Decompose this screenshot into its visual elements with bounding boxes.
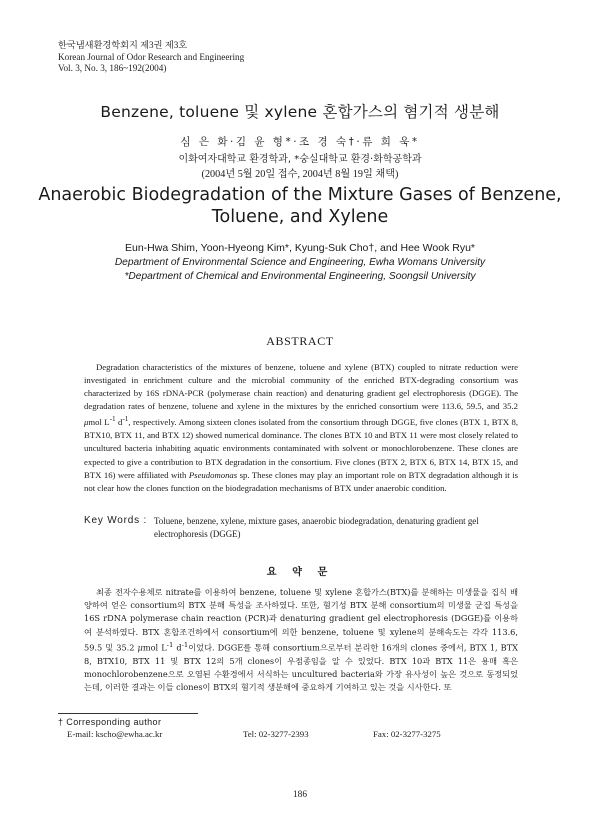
unit-exponent: -1 bbox=[166, 640, 174, 649]
abstract-body bbox=[84, 361, 518, 495]
keywords-label: Key Words : bbox=[84, 515, 148, 526]
summary-text-part-2: 이었다. DGGE를 통해 consortium으로부터 분리한 16개의 clones 중에서, BTX 1, BTX 8, BTX10, BTX 11 및 BTX 12의 5개 clones이 우점종임을 알 수 있었다. BTX 10과 BTX 11은 용매 혹은 monochlorobenzene으로 오염된 수환경에서 서식하는 uncultured bacteria와 가장 유사성이 높은 것으로 동정되었는데, 이러한 결과는 이들 clones이 BTX의 혐기적 생분해에 중요하게 기여하고 있는 것을 시사한다. 또 bbox=[84, 642, 518, 693]
abstract-text-part-3: sp. These clones may play an important role on BTX degradation although it is not clear how the clones function on the biodegradation mechanisms of BTX under anaerobic condition. bbox=[84, 469, 518, 493]
footnote-divider bbox=[58, 713, 198, 714]
affiliation-english-1: Department of Environmental Science and Engineering, Ewha Womans University bbox=[114, 257, 486, 268]
summary-heading: 요 약 문 bbox=[266, 567, 334, 578]
unit-mol: mol L bbox=[142, 642, 167, 653]
authors-korean: 심 은 화·김 윤 형*·조 경 숙†·류 희 욱* bbox=[180, 136, 420, 148]
genus-name: Pseudomonas bbox=[188, 469, 238, 480]
title-korean: Benzene, toluene 및 xylene 혼합가스의 혐기적 생분해 bbox=[100, 103, 500, 121]
page-number: 186 bbox=[292, 790, 308, 800]
abstract-text-part-1: Degradation characteristics of the mixtures of benzene, toluene and xylene (BTX) coupled to nitrate reduction were investigated in enrichment culture and the microbial community of the enriched BTX-degrading consortium was characterized by 16S rDNA-PCR (polymerase chain reaction) and denaturing gradient gel electrophoresis (DGGE). The degradation rates of benzene, toluene and xylene in the mixtures by the enriched consortium were 113.6, 59.5, and 35.2 bbox=[84, 362, 518, 412]
unit-mu: μ bbox=[137, 642, 143, 653]
journal-name-en: Korean Journal of Odor Research and Engineering bbox=[58, 51, 245, 62]
title-english-line-1: Anaerobic Biodegradation of the Mixture Gases of Benzene, bbox=[38, 185, 562, 205]
summary-text-part-1: 최종 전자수용체로 nitrate를 이용하여 benzene, toluene 및 xylene 혼합가스(BTX)를 분해하는 미생물을 집식 배양하여 얻은 consortium의 BTX 분해 특성을 조사하였다. 또한, 혐기성 BTX 분해 consortium의 미생물 군집 특성을 16S rDNA polymerase chain reaction (PCR)과 denaturing gradient gel electrophoresis (DGGE)를 이용하여 분석하였다. BTX 혼합조건하에서 consortium에 의한 benzene, toluene 및 xylene의 분해속도는 각각 113.6, 59.5 및 35.2 bbox=[84, 587, 518, 653]
unit-day: d bbox=[173, 642, 182, 653]
affiliation-korean: 이화여자대학교 환경학과, *숭실대학교 환경·화학공학과 bbox=[178, 154, 422, 165]
unit-exponent: -1 bbox=[181, 640, 189, 649]
journal-header bbox=[58, 40, 244, 75]
abstract-heading: ABSTRACT bbox=[266, 334, 334, 348]
unit-mu: μ bbox=[84, 417, 89, 428]
journal-name-ko: 한국냄새환경학회지 제3권 제3호 bbox=[58, 40, 188, 50]
unit-exponent: -1 bbox=[122, 415, 129, 424]
received-accepted-dates: (2004년 5월 20일 접수, 2004년 8월 19일 채택) bbox=[201, 169, 399, 180]
unit-exponent: -1 bbox=[109, 415, 116, 424]
authors-english: Eun-Hwa Shim, Yoon-Hyeong Kim*, Kyung-Suk Cho†, and Hee Wook Ryu* bbox=[125, 242, 475, 254]
corresponding-author-label: † Corresponding author bbox=[58, 717, 162, 727]
author-email: E-mail: kscho@ewha.ac.kr bbox=[67, 729, 163, 739]
author-phone: Tel: 02-3277-2393 bbox=[243, 729, 309, 739]
abstract-text-part-2: , respectively. Among sixteen clones isolated from the consortium through DGGE, five clones (BTX 1, BTX 8, BTX10, BTX 11, and BTX 12) showed numerical dominance. The clones BTX 10 and BTX 11 were most closely related to uncultured bacteria inhabiting aquatic environments contaminated with solvent or monochlorobenzene. These clones are expected to give a contribution to BTX degradation in the consortium. Five clones (BTX 2, BTX 6, BTX 14, BTX 15, and BTX 16) were affiliated with bbox=[84, 417, 519, 480]
journal-volume: Vol. 3, No. 3, 186~192(2004) bbox=[58, 63, 167, 74]
title-english bbox=[0, 184, 600, 228]
unit-mol: mol L bbox=[88, 417, 110, 428]
korean-summary-body bbox=[84, 586, 518, 694]
keywords-text: Toluene, benzene, xylene, mixture gases, anaerobic biodegradation, denaturing gradient gel electrophoresis (DGGE) bbox=[154, 516, 479, 539]
unit-day: d bbox=[115, 417, 123, 428]
affiliation-english-2: *Department of Chemical and Environmental Engineering, Soongsil University bbox=[124, 271, 476, 282]
title-english-line-2: Toluene, and Xylene bbox=[211, 207, 389, 227]
author-fax: Fax: 02-3277-3275 bbox=[373, 729, 441, 739]
